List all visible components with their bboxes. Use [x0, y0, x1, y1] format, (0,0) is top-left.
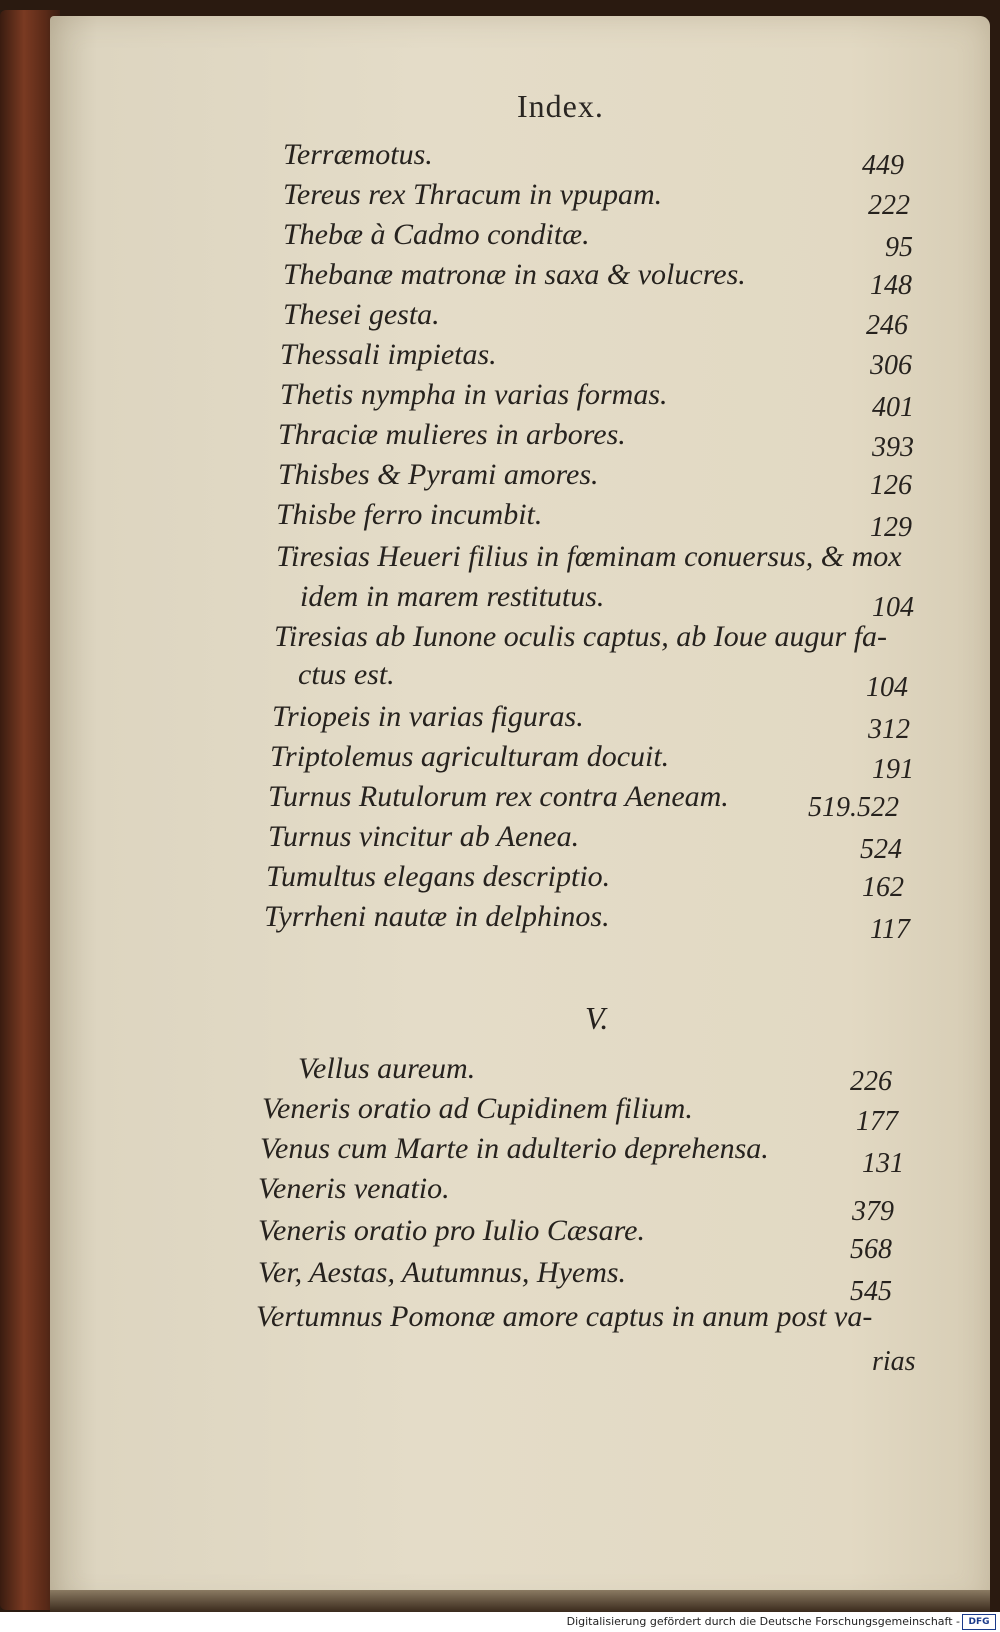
index-page-number: 126 [870, 470, 912, 501]
index-page-number: 379 [852, 1196, 894, 1227]
index-entry: Thesei gesta. [283, 298, 440, 331]
index-page-number: 104 [872, 592, 914, 623]
index-entry-continued: ctus est. [298, 658, 395, 691]
index-page-number: 129 [870, 512, 912, 543]
section-letter: V. [585, 1000, 609, 1036]
dfg-logo: DFG [962, 1614, 996, 1630]
index-entry: Terræmotus. [283, 138, 433, 171]
index-entry: Triptolemus agriculturam docuit. [270, 740, 670, 773]
index-entry-continued: idem in marem restitutus. [300, 580, 605, 613]
index-page-number: 162 [862, 872, 904, 903]
index-entry: Ver, Aestas, Autumnus, Hyems. [258, 1256, 627, 1289]
index-page-number: 95 [885, 232, 913, 263]
page-header: Index. [517, 88, 604, 124]
index-entry: Tiresias ab Iunone oculis captus, ab Ioue augur fa- [274, 620, 888, 653]
index-page-number: 393 [872, 432, 914, 463]
index-page-number: 545 [850, 1276, 892, 1307]
index-entry: Veneris oratio pro Iulio Cæsare. [258, 1214, 645, 1247]
index-page-number: 226 [850, 1066, 892, 1097]
footer-credit: Digitalisierung gefördert durch die Deutsche Forschungsgemeinschaft - [566, 1615, 960, 1628]
index-page-number: 177 [856, 1106, 898, 1137]
index-page-number: 312 [868, 714, 910, 745]
index-entry: Tiresias Heueri filius in fœminam conuersus, & mox [276, 540, 902, 573]
index-entry: Thisbe ferro incumbit. [276, 498, 543, 531]
index-entry: Turnus vincitur ab Aenea. [268, 820, 580, 853]
index-entry: Veneris venatio. [258, 1172, 450, 1205]
index-page-number: 117 [870, 914, 910, 945]
index-page-number: 401 [872, 392, 914, 423]
index-entry: Turnus Rutulorum rex contra Aeneam. [268, 780, 729, 813]
page-bottom-shadow [50, 1590, 990, 1612]
index-entry: Thebanæ matronæ in saxa & volucres. [283, 258, 746, 291]
index-page-number: 104 [866, 672, 908, 703]
index-page-number: 524 [860, 834, 902, 865]
index-page-number: 306 [870, 350, 912, 381]
index-page-number: 519.522 [808, 792, 899, 823]
index-entry: Vellus aureum. [298, 1052, 476, 1085]
index-entry: Thisbes & Pyrami amores. [278, 458, 599, 491]
index-entry: Tyrrheni nautæ in delphinos. [264, 900, 610, 933]
index-entry: Venus cum Marte in adulterio deprehensa. [260, 1132, 769, 1165]
index-entry: Tumultus elegans descriptio. [266, 860, 611, 893]
catchword: rias [872, 1346, 916, 1377]
index-page-number: 246 [866, 310, 908, 341]
index-entry: Thebæ à Cadmo conditæ. [283, 218, 590, 251]
index-entry: Vertumnus Pomonæ amore captus in anum post va- [256, 1300, 873, 1333]
index-entry: Thessali impietas. [280, 338, 497, 371]
index-page-number: 568 [850, 1234, 892, 1265]
index-page-number: 449 [862, 150, 904, 181]
index-page-number: 131 [862, 1148, 904, 1179]
index-entry: Thraciæ mulieres in arbores. [278, 418, 626, 451]
index-entry: Tereus rex Thracum in vpupam. [283, 178, 663, 211]
index-page-number: 148 [870, 270, 912, 301]
index-entry: Veneris oratio ad Cupidinem filium. [262, 1092, 693, 1125]
index-page-number: 222 [868, 190, 910, 221]
index-page-number: 191 [872, 754, 914, 785]
index-entry: Triopeis in varias figuras. [272, 700, 584, 733]
index-entry: Thetis nympha in varias formas. [280, 378, 668, 411]
